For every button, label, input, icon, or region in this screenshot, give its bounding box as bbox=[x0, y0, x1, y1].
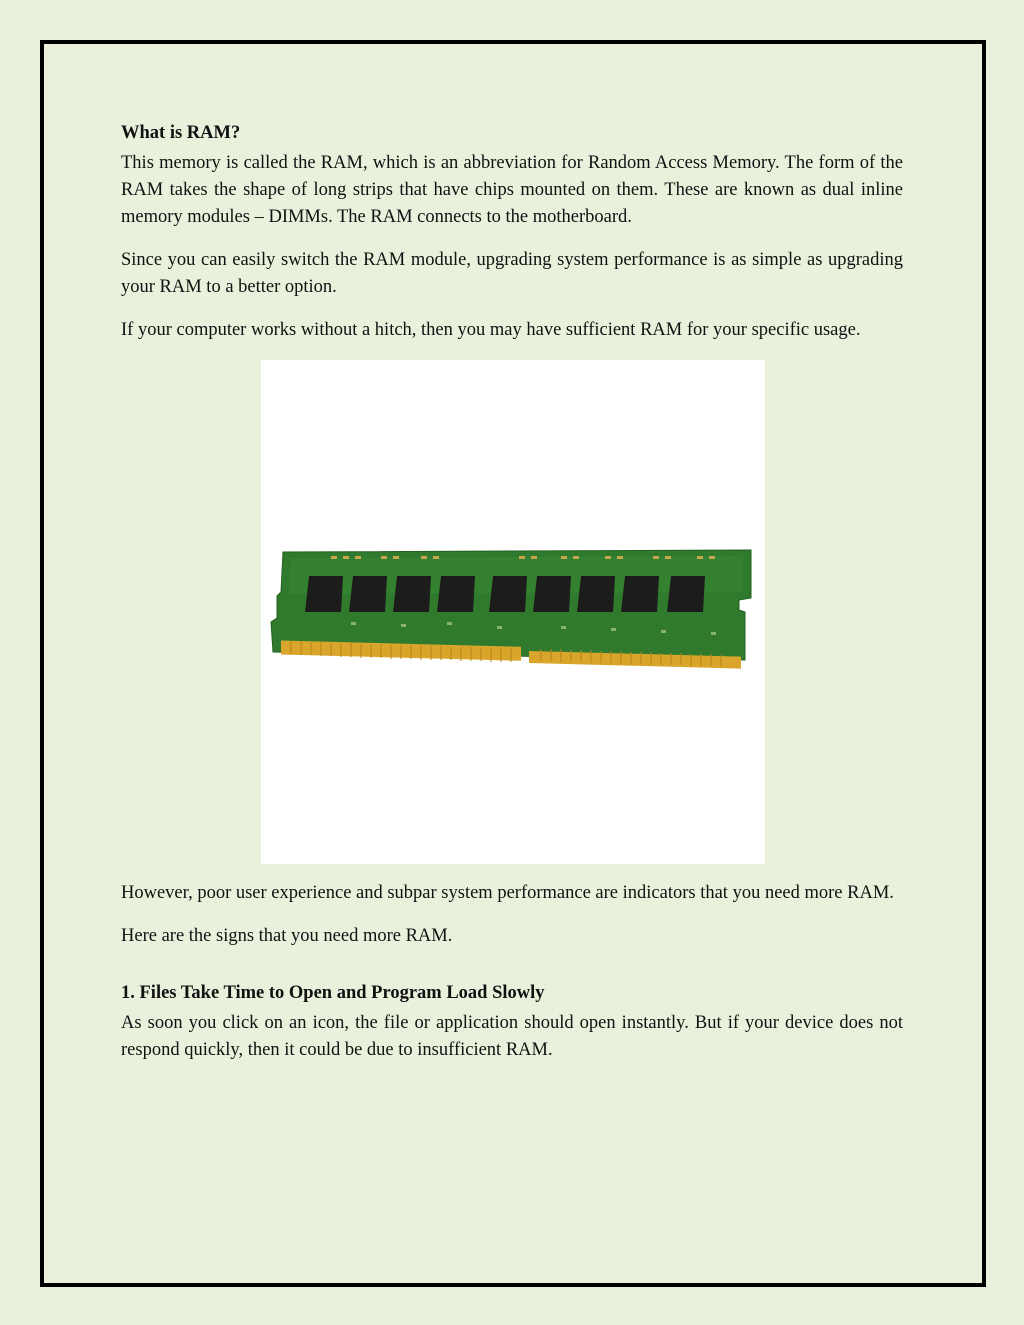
paragraph-ram-definition: This memory is called the RAM, which is an abbreviation for Random Access Memory. The form of the RAM takes the shape of long strips that have chips mounted on them. These are known as dual inline memory modules – DIMMs. The RAM connects to the motherboard. bbox=[121, 153, 903, 227]
paragraph-ram-upgrade: Since you can easily switch the RAM module, upgrading system performance is as simple as upgrading your RAM to a better option. bbox=[121, 250, 903, 297]
paragraph-files-slow: As soon you click on an icon, the file or application should open instantly. But if your device does not respond quickly, then it could be due to insufficient RAM. bbox=[121, 1013, 903, 1060]
document-content bbox=[121, 120, 903, 1080]
ram-module-photo bbox=[261, 360, 765, 864]
section-heading-what-is-ram: What is RAM? bbox=[121, 123, 241, 143]
paragraph-ram-sufficient: If your computer works without a hitch, then you may have sufficient RAM for your specific usage. bbox=[121, 320, 861, 340]
paragraph-poor-experience: However, poor user experience and subpar system performance are indicators that you need more RAM. bbox=[121, 883, 894, 903]
section-spacer bbox=[121, 966, 903, 980]
ram-module-image bbox=[261, 360, 765, 864]
section-heading-files-slow: 1. Files Take Time to Open and Program Load Slowly bbox=[121, 983, 545, 1003]
paragraph-signs-intro: Here are the signs that you need more RAM. bbox=[121, 926, 453, 946]
